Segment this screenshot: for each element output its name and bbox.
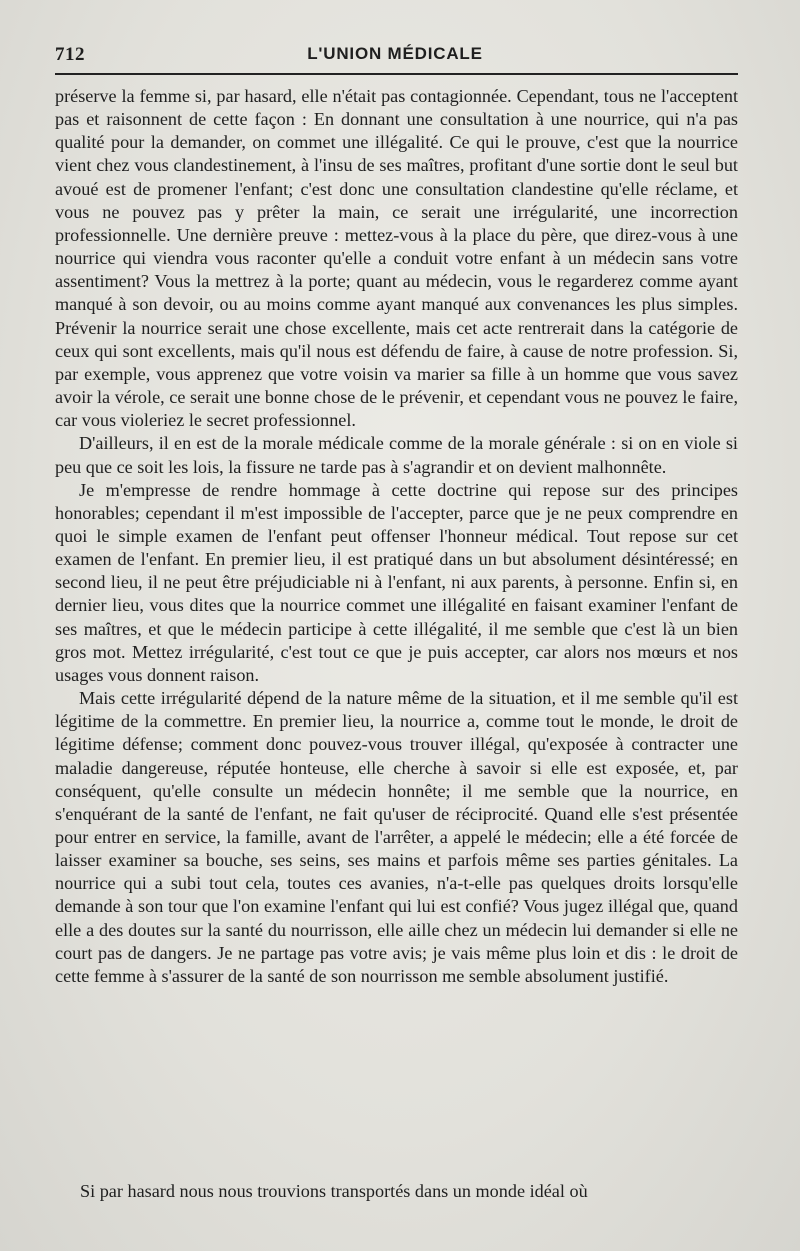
page-header xyxy=(55,44,735,70)
paragraph-1: préserve la femme si, par hasard, elle n'était pas contagionnée. Cependant, tous ne l'acceptent pas et raisonnent de cette façon : En donnant une consultation à une nourrice, qui n'a pas qualité pour la demander, on commet une illégalité. Ce qui le prouve, c'est que la nourrice vient chez vous clandestinement, à l'insu de ses maîtres, profitant d'une sortie dont le seul but avoué est de promener l'enfant; c'est donc une consultation clandestine qu'elle réclame, et vous ne pouvez pas y prêter la main, ce serait une irrégularité, une incorrection professionnelle. Une dernière preuve : mettez-vous à la place du père, que direz-vous à une nourrice qui viendra vous raconter qu'elle a conduit votre enfant à un médecin sans votre assentiment? Vous la mettrez à la porte; quant au médecin, vous le regarderez comme ayant manqué à son devoir, ou au moins comme ayant manqué aux convenances les plus simples. Prévenir la nourrice serait une chose excellente, mais cet acte rentrerait dans la catégorie de ceux qui sont excellents, mais qu'il nous est défendu de faire, à cause de notre profession. Si, par exemple, vous apprenez que votre voisin va marier sa fille à un homme que vous savez avoir la vérole, ce serait une bonne chose de le prévenir, et cependant vous ne pouvez le faire, car vous violeriez le secret professionnel. xyxy=(55,86,738,431)
article-body xyxy=(55,85,738,988)
running-title: L'UNION MÉDICALE xyxy=(307,44,483,63)
paragraph-4: Mais cette irrégularité dépend de la nature même de la situation, et il me semble qu'il est légitime de la commettre. En premier lieu, la nourrice a, comme tout le monde, le droit de légitime défense; comment donc pouvez-vous trouver illégal, qu'exposée à contracter une maladie dangereuse, réputée honteuse, elle cherche à savoir si elle est exposée, et, par conséquent, qu'elle consulte un médecin honnête; il me semble que la nourrice, en s'enquérant de la santé de l'enfant, ne fait qu'user de réciprocité. Quand elle s'est présentée pour entrer en service, la famille, avant de l'arrêter, a appelé le médecin; elle a été forcée de laisser examiner sa bouche, ses seins, ses mains et parfois même ses parties génitales. La nourrice qui a subi tout cela, toutes ces avanies, n'a-t-elle pas quelques droits lorsqu'elle demande à son tour que l'on examine l'enfant qui lui est confié? Vous jugez illégal que, quand elle a des doutes sur la santé du nourrisson, elle aille chez un médecin lui demander si elle ne court pas de dangers. Je ne partage pas votre avis; je vais même plus loin et dis : le droit de cette femme à s'assurer de la santé de son nourrisson me semble absolument justifié. xyxy=(55,688,738,986)
page-number: 712 xyxy=(55,44,85,65)
header-rule xyxy=(55,73,738,75)
paragraph-2: D'ailleurs, il en est de la morale médicale comme de la morale générale : si on en viole si peu que ce soit les lois, la fissure ne tarde pas à s'agrandir et on devient malhonnête. xyxy=(55,433,738,477)
paragraph-3: Je m'empresse de rendre hommage à cette doctrine qui repose sur des principes honorables; cependant il m'est impossible de l'accepter, parce que je ne peux comprendre en quoi le simple examen de l'enfant peut offenser l'honneur médical. Tout repose sur cet examen de l'enfant. En premier lieu, il est pratiqué dans un but absolument désintéressé; en second lieu, il ne peut être préjudiciable ni à l'enfant, ni aux parents, à personne. Enfin si, en dernier lieu, vous dites que la nourrice commet une illégalité en faisant examiner l'enfant de ses maîtres, et que le médecin participe à cette illégalité, il me semble que c'est là un bien gros mot. Mettez irrégularité, c'est tout ce que je puis accepter, car alors nos mœurs et nos usages vous donnent raison. xyxy=(55,479,738,685)
continued-line: Si par hasard nous nous trouvions transportés dans un monde idéal où xyxy=(80,1181,588,1201)
